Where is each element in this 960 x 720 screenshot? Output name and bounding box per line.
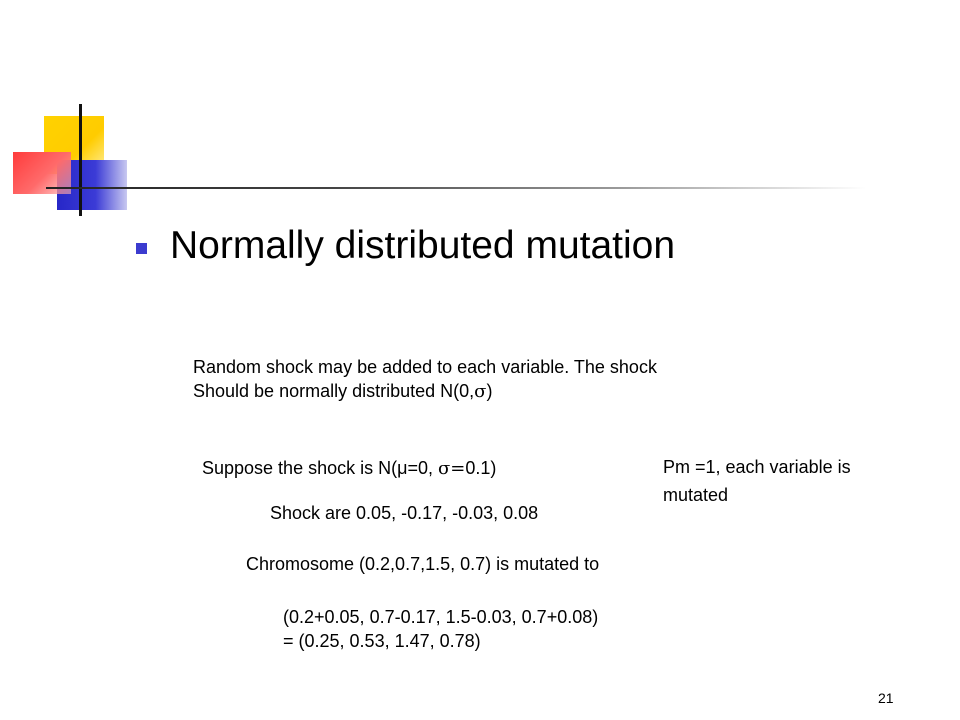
shock-description-line1: Random shock may be added to each variable. The shock <box>193 357 657 377</box>
calc-line1: (0.2+0.05, 0.7-0.17, 1.5-0.03, 0.7+0.08) <box>283 607 599 627</box>
mutation-calculation <box>283 605 598 653</box>
sigma-symbol: σ <box>474 381 487 402</box>
line2-text: Should be normally distributed N(0, <box>193 381 475 401</box>
shock-description <box>193 355 657 404</box>
page-number: 21 <box>878 690 894 706</box>
suppose-text: Suppose the shock is N(μ=0, <box>202 458 438 478</box>
pm-note-line2: mutated <box>663 485 729 505</box>
line2-close-paren: ) <box>486 381 493 401</box>
suppose-value: 0.1) <box>465 458 497 478</box>
slide-title: Normally distributed mutation <box>170 224 676 267</box>
suppose-statement <box>202 456 496 481</box>
shock-description-line2 <box>193 379 657 404</box>
title-rule-line <box>46 187 866 189</box>
chromosome-statement: Chromosome (0.2,0.7,1.5, 0.7) is mutated to <box>246 554 600 574</box>
sigma-equals-symbol: σ= <box>438 458 466 479</box>
pm-note-line1: Pm =1, each variable is <box>663 457 851 477</box>
calc-line2: = (0.25, 0.53, 1.47, 0.78) <box>283 631 481 651</box>
logo-vertical-line <box>79 104 82 216</box>
shock-values: Shock are 0.05, -0.17, -0.03, 0.08 <box>270 503 539 523</box>
title-bullet-icon <box>136 243 147 254</box>
pm-note <box>663 453 851 509</box>
